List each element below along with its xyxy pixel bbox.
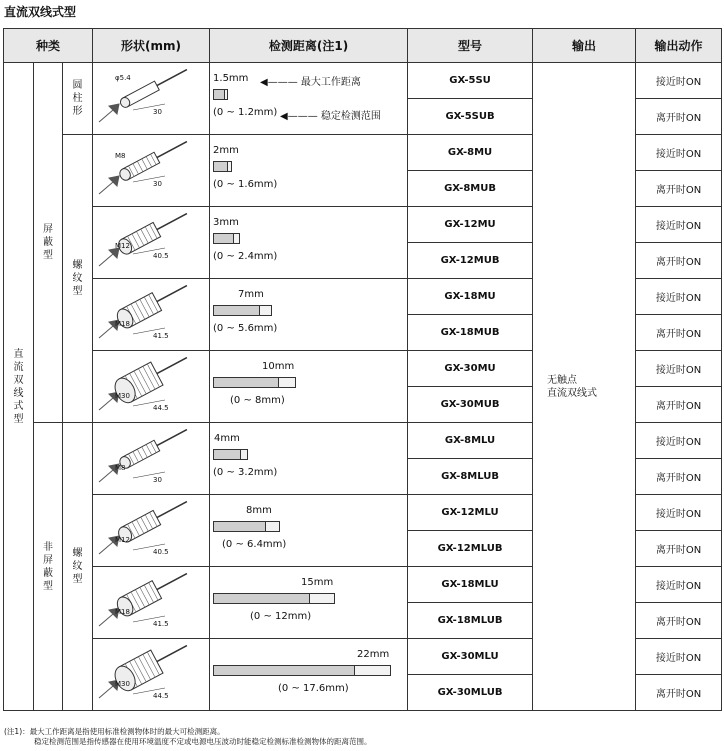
max-distance: 4mm <box>214 433 240 444</box>
header-type: 种类 <box>4 29 93 63</box>
stable-range: (0 ~ 3.2mm) <box>213 467 278 478</box>
max-range-bar <box>241 449 248 460</box>
stable-range-bar <box>213 377 279 388</box>
max-distance: 2mm <box>213 145 239 156</box>
action-nc: 离开时ON <box>636 675 722 711</box>
sensor-drawing <box>93 207 210 279</box>
note-1: (注1)：最大工作距离是指使用标准检测物体时的最大可检测距离。 <box>4 727 225 736</box>
action-no: 接近时ON <box>636 351 722 387</box>
action-no: 接近时ON <box>636 423 722 459</box>
stable-range-bar <box>213 161 228 172</box>
len-label: 30 <box>153 179 162 188</box>
dim-label: M8 <box>115 463 126 472</box>
stable-range-bar <box>213 521 266 532</box>
max-distance: 22mm <box>357 649 390 660</box>
sensor-drawing <box>93 135 210 207</box>
model-number: GX-30MLUB <box>408 675 533 711</box>
len-label: 30 <box>153 107 162 116</box>
stable-range-bar <box>213 89 225 100</box>
stable-range: (0 ~ 8mm) <box>230 395 285 406</box>
action-no: 接近时ON <box>636 495 722 531</box>
note-2: 稳定检测范围是指传感器在使用环境温度不定或电源电压波动时能稳定检测标准检测物体的距离范围。 <box>34 737 372 746</box>
page-title: 直流双线式型 <box>4 5 77 19</box>
max-range-bar <box>355 665 391 676</box>
model-number: GX-30MUB <box>408 387 533 423</box>
model-number: GX-30MLU <box>408 639 533 675</box>
max-distance: 7mm <box>238 289 264 300</box>
range-cell <box>210 423 408 495</box>
stable-range: (0 ~ 1.6mm) <box>213 179 278 190</box>
stable-range: (0 ~ 5.6mm) <box>213 323 278 334</box>
sensor-drawing <box>93 63 210 135</box>
max-range-bar <box>266 521 280 532</box>
model-number: GX-18MU <box>408 279 533 315</box>
max-distance: 15mm <box>301 577 334 588</box>
action-nc: 离开时ON <box>636 315 722 351</box>
max-distance: 10mm <box>262 361 295 372</box>
dim-label: M30 <box>115 391 130 400</box>
model-number: GX-12MLU <box>408 495 533 531</box>
action-nc: 离开时ON <box>636 531 722 567</box>
action-nc: 离开时ON <box>636 243 722 279</box>
header-row <box>4 29 722 63</box>
action-nc: 离开时ON <box>636 459 722 495</box>
dim-label: M12 <box>115 535 130 544</box>
model-number: GX-30MU <box>408 351 533 387</box>
header-output: 输出 <box>533 29 636 63</box>
sensor-drawing <box>93 279 210 351</box>
category-thread: 螺纹型 <box>63 135 93 423</box>
category-shielded: 屏蔽型 <box>34 63 63 423</box>
range-cell <box>210 279 408 351</box>
stable-range: (0 ~ 2.4mm) <box>213 251 278 262</box>
action-nc: 离开时ON <box>636 99 722 135</box>
dim-label: M30 <box>115 679 130 688</box>
dim-label: M18 <box>115 607 130 616</box>
len-label: 41.5 <box>153 619 169 628</box>
action-no: 接近时ON <box>636 279 722 315</box>
action-nc: 离开时ON <box>636 387 722 423</box>
header-model: 型号 <box>408 29 533 63</box>
model-number: GX-18MUB <box>408 315 533 351</box>
max-label: ◀——— 最大工作距离 <box>260 77 361 88</box>
max-range-bar <box>225 89 228 100</box>
dim-label: M12 <box>115 241 130 250</box>
stable-range: (0 ~ 12mm) <box>250 611 312 622</box>
stable-range-bar <box>213 593 310 604</box>
max-range-bar <box>228 161 232 172</box>
action-no: 接近时ON <box>636 135 722 171</box>
model-number: GX-18MLUB <box>408 603 533 639</box>
dim-label: φ5.4 <box>115 73 131 82</box>
stable-range: (0 ~ 17.6mm) <box>278 683 349 694</box>
range-cell <box>210 207 408 279</box>
stable-range-bar <box>213 305 260 316</box>
model-number: GX-8MLUB <box>408 459 533 495</box>
max-range-bar <box>260 305 272 316</box>
max-range-bar <box>310 593 335 604</box>
stable-range-bar <box>213 233 234 244</box>
spec-table <box>3 28 722 711</box>
category-main: 直流双线式型 <box>4 63 34 711</box>
model-number: GX-8MLU <box>408 423 533 459</box>
sensor-drawing <box>93 495 210 567</box>
dim-label: M8 <box>115 151 126 160</box>
sensor-drawing <box>93 567 210 639</box>
model-number: GX-12MU <box>408 207 533 243</box>
action-no: 接近时ON <box>636 63 722 99</box>
max-range-bar <box>279 377 296 388</box>
model-number: GX-18MLU <box>408 567 533 603</box>
model-number: GX-5SUB <box>408 99 533 135</box>
category-unshielded: 非屏蔽型 <box>34 423 63 711</box>
action-no: 接近时ON <box>636 207 722 243</box>
dim-label: M18 <box>115 319 130 328</box>
action-nc: 离开时ON <box>636 603 722 639</box>
sensor-drawing <box>93 639 210 711</box>
stable-label: ◀——— 稳定检测范围 <box>280 111 381 122</box>
range-cell <box>210 63 408 135</box>
model-number: GX-8MUB <box>408 171 533 207</box>
action-no: 接近时ON <box>636 639 722 675</box>
len-label: 40.5 <box>153 251 169 260</box>
max-range-bar <box>234 233 240 244</box>
len-label: 40.5 <box>153 547 169 556</box>
max-distance: 8mm <box>246 505 272 516</box>
table-row <box>4 63 722 99</box>
range-cell <box>210 639 408 711</box>
range-cell <box>210 495 408 567</box>
output-type: 无触点 直流双线式 <box>533 63 636 711</box>
model-number: GX-8MU <box>408 135 533 171</box>
sensor-drawing <box>93 423 210 495</box>
range-cell <box>210 351 408 423</box>
max-distance: 1.5mm <box>213 73 249 84</box>
category-thread2: 螺纹型 <box>63 423 93 711</box>
stable-range-bar <box>213 665 355 676</box>
header-shape: 形状(mm) <box>93 29 210 63</box>
action-no: 接近时ON <box>636 567 722 603</box>
sensor-drawing <box>93 351 210 423</box>
model-number: GX-12MUB <box>408 243 533 279</box>
header-action: 输出动作 <box>636 29 722 63</box>
stable-range-bar <box>213 449 241 460</box>
action-nc: 离开时ON <box>636 171 722 207</box>
range-cell <box>210 567 408 639</box>
len-label: 44.5 <box>153 691 169 700</box>
max-distance: 3mm <box>213 217 239 228</box>
stable-range: (0 ~ 6.4mm) <box>222 539 287 550</box>
len-label: 30 <box>153 475 162 484</box>
header-range: 检测距离(注1) <box>210 29 408 63</box>
stable-range: (0 ~ 1.2mm) <box>213 107 278 118</box>
len-label: 41.5 <box>153 331 169 340</box>
model-number: GX-12MLUB <box>408 531 533 567</box>
range-cell <box>210 135 408 207</box>
len-label: 44.5 <box>153 403 169 412</box>
model-number: GX-5SU <box>408 63 533 99</box>
category-cylinder: 圆柱形 <box>63 63 93 135</box>
